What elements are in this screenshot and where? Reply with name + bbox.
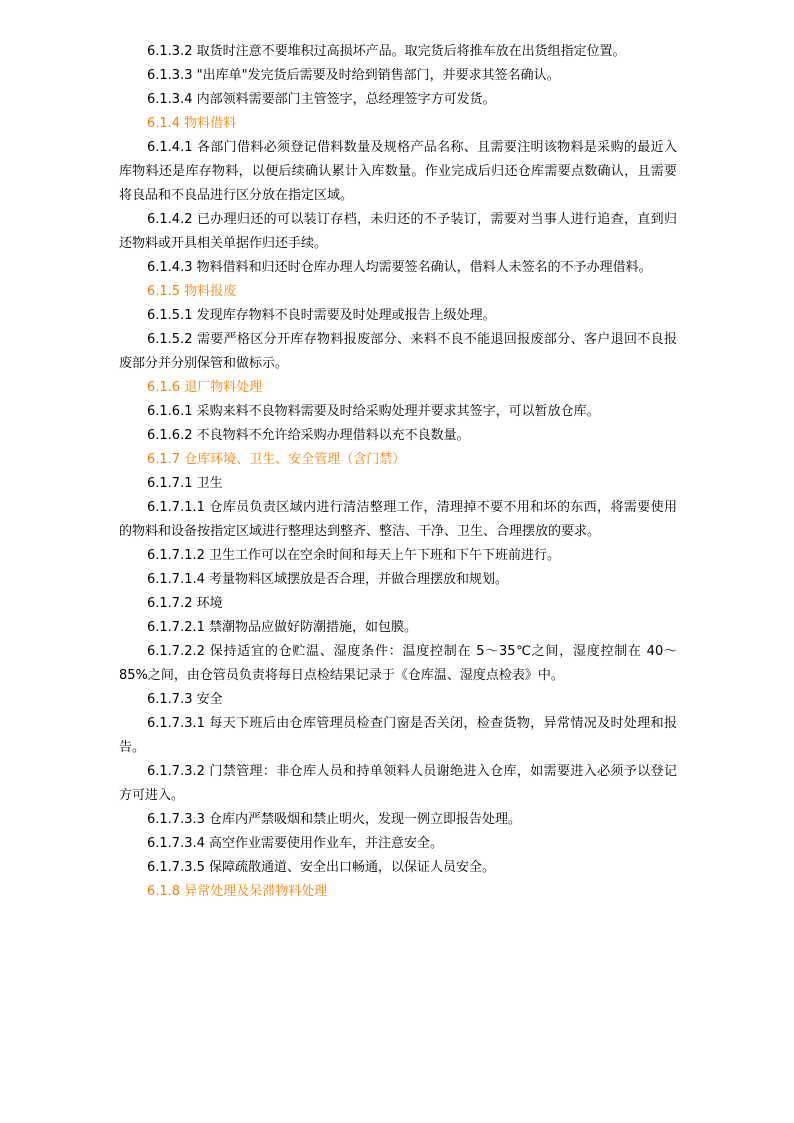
paragraph-6-1-7-3-1: 6.1.7.3.1 每天下班后由仓库管理员检查门窗是否关闭，检查货物，异常情况及时处理和报告。 bbox=[119, 716, 677, 755]
paragraph-6-1-7-1-4: 6.1.7.1.4 考量物料区域摆放是否合理，并做合理摆放和规划。 bbox=[147, 572, 509, 587]
paragraph-6-1-5-2: 6.1.5.2 需要严格区分开库存物料报废部分、来料不良不能退回报废部分、客户退回不良报废部分并分别保管和做标示。 bbox=[119, 332, 677, 371]
paragraph-6-1-7-2: 6.1.7.2 环境 bbox=[147, 596, 223, 611]
paragraph-6-1-7-2-1: 6.1.7.2.1 禁潮物品应做好防潮措施，如包膜。 bbox=[147, 620, 418, 635]
paragraph-6-1-7-3-2: 6.1.7.3.2 门禁管理：非仓库人员和持单领料人员谢绝进入仓库，如需要进入必须予以登记方可进入。 bbox=[119, 764, 677, 803]
paragraph-6-1-6-2: 6.1.6.2 不良物料不允许给采购办理借料以充不良数量。 bbox=[147, 428, 470, 443]
section-heading-6-1-5: 6.1.5 物料报废 bbox=[147, 284, 237, 299]
paragraph-6-1-4-1: 6.1.4.1 各部门借料必须登记借料数量及规格产品名称、且需要注明该物料是采购的最近入库物料还是库存物料，以便后续确认累计入库数量。作业完成后归还仓库需要点数确认，且需要将良品和不良品进行区分放在指定区域。 bbox=[119, 140, 677, 203]
paragraph-6-1-7-1: 6.1.7.1 卫生 bbox=[147, 476, 223, 491]
section-heading-6-1-8: 6.1.8 异常处理及呆滞物料处理 bbox=[147, 884, 328, 899]
paragraph-6-1-4-2: 6.1.4.2 已办理归还的可以装订存档，未归还的不予装订，需要对当事人进行追查，直到归还物料或开具相关单据作归还手续。 bbox=[119, 212, 677, 251]
paragraph-6-1-7-3: 6.1.7.3 安全 bbox=[147, 692, 223, 707]
paragraph-6-1-3-2: 6.1.3.2 取货时注意不要堆积过高损坏产品。取完货后将推车放在出货组指定位置。 bbox=[147, 44, 626, 59]
paragraph-6-1-6-1: 6.1.6.1 采购来料不良物料需要及时给采购处理并要求其签字，可以暂放仓库。 bbox=[147, 404, 600, 419]
paragraph-6-1-3-4: 6.1.3.4 内部领料需要部门主管签字，总经理签字方可发货。 bbox=[147, 92, 496, 107]
paragraph-6-1-5-1: 6.1.5.1 发现库存物料不良时需要及时处理或报告上级处理。 bbox=[147, 308, 496, 323]
paragraph-6-1-4-3: 6.1.4.3 物料借料和归还时仓库办理人均需要签名确认，借料人未签名的不予办理借料。 bbox=[147, 260, 652, 275]
paragraph-6-1-7-2-2: 6.1.7.2.2 保持适宜的仓贮温、湿度条件：温度控制在 5～35℃之间，湿度控制在 40～85%之间，由仓管员负责将每日点检结果记录于《仓库温、湿度点检表》中。 bbox=[119, 644, 677, 683]
section-heading-6-1-4: 6.1.4 物料借料 bbox=[147, 116, 237, 131]
paragraph-6-1-7-1-2: 6.1.7.1.2 卫生工作可以在空余时间和每天上午下班和下午下班前进行。 bbox=[147, 548, 561, 563]
section-heading-6-1-7: 6.1.7 仓库环境、卫生、安全管理（含门禁） bbox=[147, 452, 406, 467]
section-heading-6-1-6: 6.1.6 退厂物料处理 bbox=[147, 380, 263, 395]
paragraph-6-1-3-3: 6.1.3.3 "出库单"发完货后需要及时给到销售部门，并要求其签名确认。 bbox=[147, 68, 560, 83]
paragraph-6-1-7-3-3: 6.1.7.3.3 仓库内严禁吸烟和禁止明火，发现一例立即报告处理。 bbox=[147, 812, 522, 827]
paragraph-6-1-7-1-1: 6.1.7.1.1 仓库员负责区域内进行清洁整理工作，清理掉不要不用和坏的东西，将需要使用的物料和设备按指定区域进行整理达到整齐、整洁、干净、卫生、合理摆放的要求。 bbox=[119, 500, 677, 539]
paragraph-6-1-7-3-4: 6.1.7.3.4 高空作业需要使用作业车，并注意安全。 bbox=[147, 836, 444, 851]
document-body bbox=[119, 40, 677, 904]
paragraph-6-1-7-3-5: 6.1.7.3.5 保障疏散通道、安全出口畅通，以保证人员安全。 bbox=[147, 860, 496, 875]
